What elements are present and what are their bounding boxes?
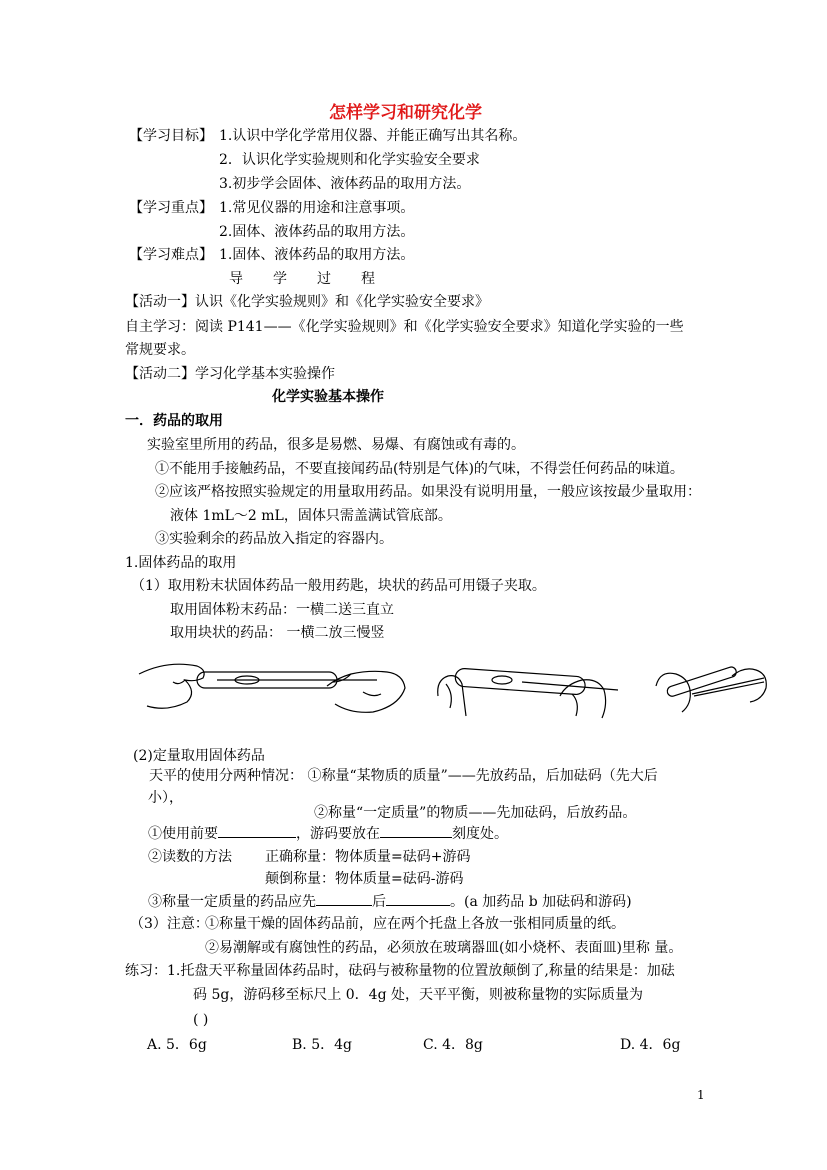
activity1-line: 常规要求。 [125, 342, 195, 358]
difficulty-item: 1.固体、液体药品的取用方法。 [219, 247, 415, 263]
solid-p1a: 取用固体粉末药品：一横二送三直立 [170, 602, 394, 618]
key-point-item: 1.常见仪器的用途和注意事项。 [219, 200, 415, 216]
activity2-heading: 【活动二】学习化学基本实验操作 [125, 366, 335, 382]
option-d[interactable]: D. 4．6g [620, 1037, 681, 1053]
option-a[interactable]: A. 5．6g [147, 1037, 207, 1053]
use-before-pre: ①使用前要 [148, 826, 218, 842]
objective-item: 1.认识中学化学常用仪器、并能正确写出其名称。 [219, 128, 527, 144]
answer-blank[interactable] [316, 891, 372, 906]
exercise-answer-slot[interactable]: ( ) [193, 1012, 209, 1028]
section1-rule: ③实验剩余的药品放入指定的容器内。 [155, 531, 393, 547]
powder-transfer-illustration [137, 652, 407, 724]
section1-rule: 液体 1mL～2 mL，固体只需盖满试管底部。 [170, 508, 452, 524]
objectives-tag: 【学习目标】 [129, 128, 213, 144]
use-before-line [148, 823, 508, 844]
key-points-tag: 【学习重点】 [129, 200, 213, 216]
answer-blank[interactable] [218, 823, 296, 838]
difficulty-tag: 【学习难点】 [129, 247, 213, 263]
key-point-item: 2.固体、液体药品的取用方法。 [219, 224, 415, 240]
activity1-heading: 【活动一】认识《化学实验规则》和《化学实验安全要求》 [125, 294, 489, 310]
note-label: （3）注意： [130, 916, 209, 932]
solid-p1b: 取用块状的药品： 一横二放三慢竖 [170, 625, 385, 641]
objective-item: 3.初步学会固体、液体药品的取用方法。 [219, 176, 471, 192]
section1-rule: ②应该严格按照实验规定的用量取用药品。如果没有说明用量，一般应该按最少量取用： [155, 484, 701, 500]
page-number: 1 [697, 1088, 705, 1102]
tweezers-illustration [652, 660, 772, 716]
fixed-pre: ③称量一定质量的药品应先 [148, 894, 316, 910]
answer-blank[interactable] [386, 891, 450, 906]
section1-rule: ①不能用手接触药品，不要直接闻药品(特别是气体)的气味，不得尝任何药品的味道。 [155, 461, 684, 477]
section1-heading: 一．药品的取用 [125, 413, 223, 429]
activity2-subheading: 化学实验基本操作 [272, 389, 384, 405]
option-c[interactable]: C. 4．8g [423, 1037, 483, 1053]
balance-case2: ②称量“一定质量”的物质——先加砝码，后放药品。 [314, 805, 637, 821]
use-before-post: 刻度处。 [452, 826, 508, 842]
solid-p2: (2)定量取用固体药品 [133, 748, 265, 764]
fixed-post: 。(a 加药品 b 加砝码和游码) [450, 894, 632, 910]
page-title: 怎样学习和研究化学 [329, 103, 482, 123]
section1-intro: 实验室里所用的药品，很多是易燃、易爆、有腐蚀或有毒的。 [147, 437, 525, 453]
activity1-line: 自主学习：阅读 P141——《化学实验规则》和《化学实验安全要求》知道化学实验的一些 [125, 319, 684, 335]
exercise-question: 码 5g，游码移至标尺上 0．4g 处，天平平衡，则被称量物的实际质量为 [193, 987, 643, 1003]
use-before-mid: ，游码要放在 [296, 826, 380, 842]
objective-item: 2．认识化学实验规则和化学实验安全要求 [219, 152, 480, 168]
solid-p1: （1）取用粉末状固体药品一般用药匙，块状的药品可用镊子夹取。 [131, 578, 546, 594]
balance-case1-cont: 小）， [148, 790, 183, 806]
solid-heading: 1.固体药品的取用 [125, 555, 237, 571]
fixed-mass-line [148, 891, 632, 912]
exercise-label: 练习： [125, 963, 167, 979]
balance-case1: 天平的使用分两种情况： ①称量“某物质的质量”——先放药品，后加砝码（先大后 [149, 768, 658, 784]
fixed-mid: 后 [372, 894, 386, 910]
option-b[interactable]: B. 5．4g [292, 1037, 352, 1053]
block-transfer-illustration [432, 656, 622, 728]
exercise-question: 1.托盘天平称量固体药品时，砝码与被称量物的位置放颠倒了,称量的结果是：加砝 [167, 963, 675, 979]
process-heading: 导学过程 [229, 271, 405, 287]
read-label: ②读数的方法 [148, 849, 232, 865]
answer-blank[interactable] [380, 823, 452, 838]
read-reverse: 颠倒称量：物体质量=砝码-游码 [265, 871, 464, 887]
note-item: ①称量干燥的固体药品前，应在两个托盘上各放一张相同质量的纸。 [205, 916, 625, 932]
note-item: ②易潮解或有腐蚀性的药品，必须放在玻璃器皿(如小烧杯、表面皿)里称 量。 [205, 940, 683, 956]
read-correct: 正确称量：物体质量=砝码+游码 [265, 849, 471, 865]
